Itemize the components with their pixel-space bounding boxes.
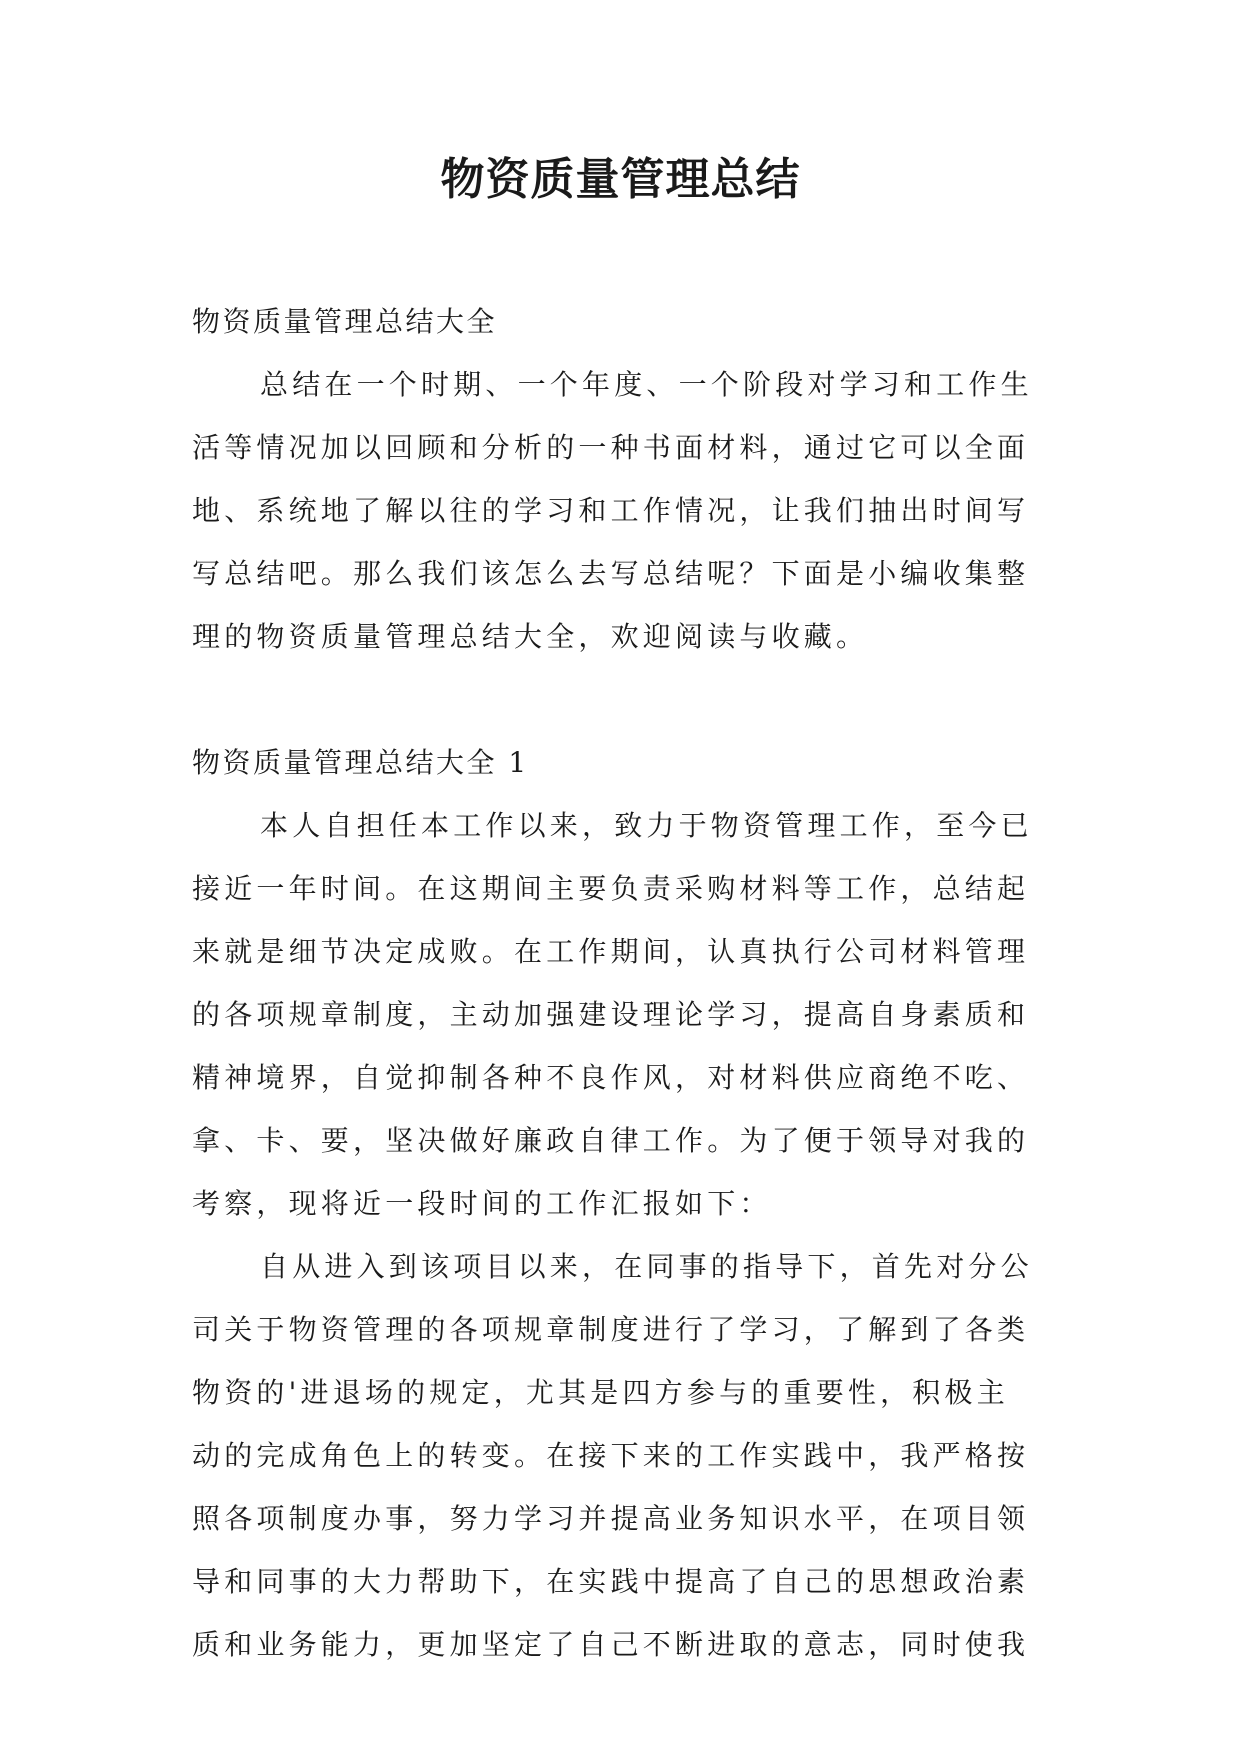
paragraph-line: 导和同事的大力帮助下，在实践中提高了自己的思想政治素: [192, 1565, 1030, 1598]
document-body: [192, 290, 1052, 1676]
paragraph-line: 总结在一个时期、一个年度、一个阶段对学习和工作生: [260, 368, 1033, 401]
paragraph-line: 精神境界，自觉抑制各种不良作风，对材料供应商绝不吃、: [192, 1061, 1030, 1094]
document-title: 物资质量管理总结: [440, 154, 801, 205]
paragraph-2: [192, 1235, 1052, 1676]
paragraph-line: 活等情况加以回顾和分析的一种书面材料，通过它可以全面: [192, 431, 1030, 464]
paragraph-1: [192, 794, 1052, 1235]
paragraph-line: 的各项规章制度，主动加强建设理论学习，提高自身素质和: [192, 998, 1030, 1031]
section-heading-intro: 物资质量管理总结大全: [192, 305, 498, 338]
paragraph-line: 自从进入到该项目以来，在同事的指导下，首先对分公: [260, 1250, 1033, 1283]
paragraph-line: 考察，现将近一段时间的工作汇报如下：: [192, 1187, 772, 1220]
paragraph-line: 物资的'进退场的规定，尤其是四方参与的重要性，积极主: [192, 1376, 1009, 1409]
paragraph-line: 质和业务能力，更加坚定了自己不断进取的意志，同时使我: [192, 1628, 1030, 1661]
paragraph-line: 来就是细节决定成败。在工作期间，认真执行公司材料管理: [192, 935, 1030, 968]
section-heading-1: 物资质量管理总结大全 1: [192, 746, 529, 779]
paragraph-line: 理的物资质量管理总结大全，欢迎阅读与收藏。: [192, 620, 869, 653]
paragraph-line: 本人自担任本工作以来，致力于物资管理工作，至今已: [260, 809, 1033, 842]
paragraph-line: 动的完成角色上的转变。在接下来的工作实践中，我严格按: [192, 1439, 1030, 1472]
paragraph-spacer: [192, 668, 1052, 731]
intro-paragraph: [192, 353, 1052, 668]
paragraph-line: 地、系统地了解以往的学习和工作情况，让我们抽出时间写: [192, 494, 1030, 527]
paragraph-line: 照各项制度办事，努力学习并提高业务知识水平，在项目领: [192, 1502, 1030, 1535]
paragraph-line: 司关于物资管理的各项规章制度进行了学习，了解到了各类: [192, 1313, 1030, 1346]
paragraph-line: 写总结吧。那么我们该怎么去写总结呢？下面是小编收集整: [192, 557, 1030, 590]
paragraph-line: 接近一年时间。在这期间主要负责采购材料等工作，总结起: [192, 872, 1030, 905]
paragraph-line: 拿、卡、要，坚决做好廉政自律工作。为了便于领导对我的: [192, 1124, 1030, 1157]
